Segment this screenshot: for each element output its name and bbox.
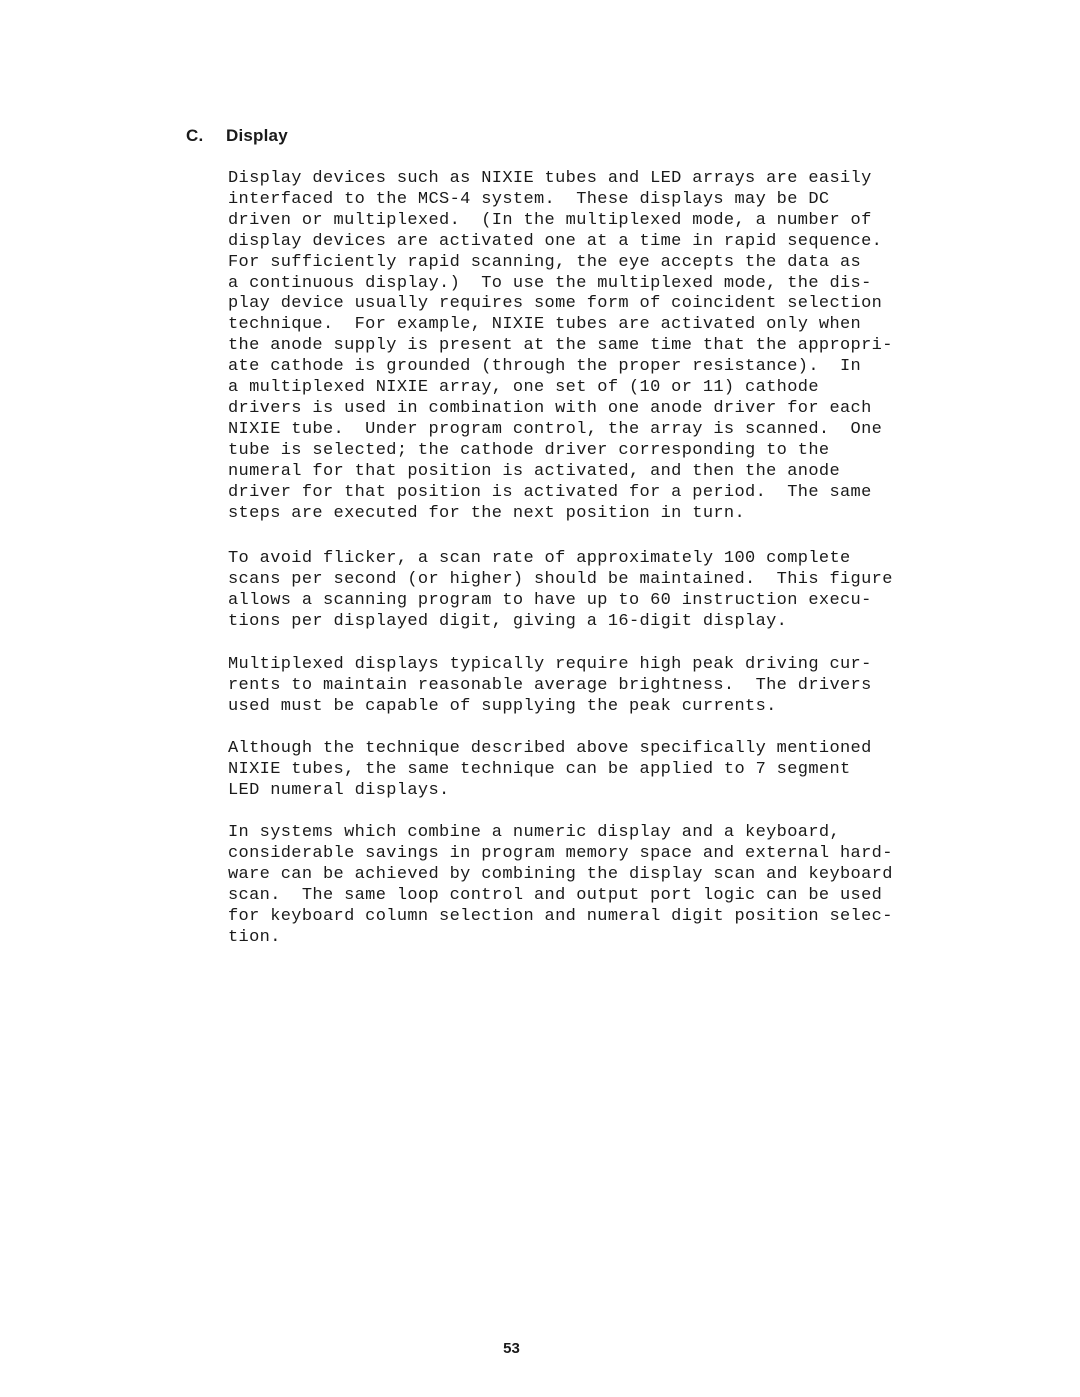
paragraph-display-devices: Display devices such as NIXIE tubes and LED arrays are easily interfaced to the MCS-4 system. These displays may be DC driven or multiplexed. (In the multiplexed mode, a number of display devices are activated one at a time in rapid sequence. For sufficiently rapid scanning, the eye accepts the data as a continuous display.) To use the multiplexed mode, the dis- play device usually requires some form of coincident selection technique. For example, NIXIE tubes are activated only when the anode supply is present at the same time that the appropri- ate cathode is grounded (through the proper resistance). In a multiplexed NIXIE array, one set of (10 or 11) cathode drivers is used in combination with one anode driver for each NIXIE tube. Under program control, the array is scanned. One tube is selected; the cathode driver corresponding to the numeral for that position is activated, and then the anode driver for that position is activated for a period. The same steps are executed for the next position in turn. xyxy=(228,169,893,523)
paragraph-keyboard-scan: In systems which combine a numeric display and a keyboard, considerable savings in program memory space and external hard- ware can be achieved by combining the display scan and keyboard scan. The same loop control and output port logic can be used for keyboard column selection and numeral digit position selec- tion. xyxy=(228,823,893,947)
section-title: Display xyxy=(226,126,288,145)
section-heading xyxy=(186,126,288,146)
page-number: 53 xyxy=(503,1340,520,1357)
paragraph-led-segment: Although the technique described above specifically mentioned NIXIE tubes, the same technique can be applied to 7 segment LED numeral displays. xyxy=(228,739,872,800)
paragraph-flicker: To avoid flicker, a scan rate of approximately 100 complete scans per second (or higher) should be maintained. This figure allows a scanning program to have up to 60 instruction execu- tions per displayed digit, giving a 16-digit display. xyxy=(228,549,893,631)
paragraph-peak-currents: Multiplexed displays typically require high peak driving cur- rents to maintain reasonable average brightness. The drivers used must be capable of supplying the peak currents. xyxy=(228,655,872,716)
section-letter: C. xyxy=(186,126,204,145)
